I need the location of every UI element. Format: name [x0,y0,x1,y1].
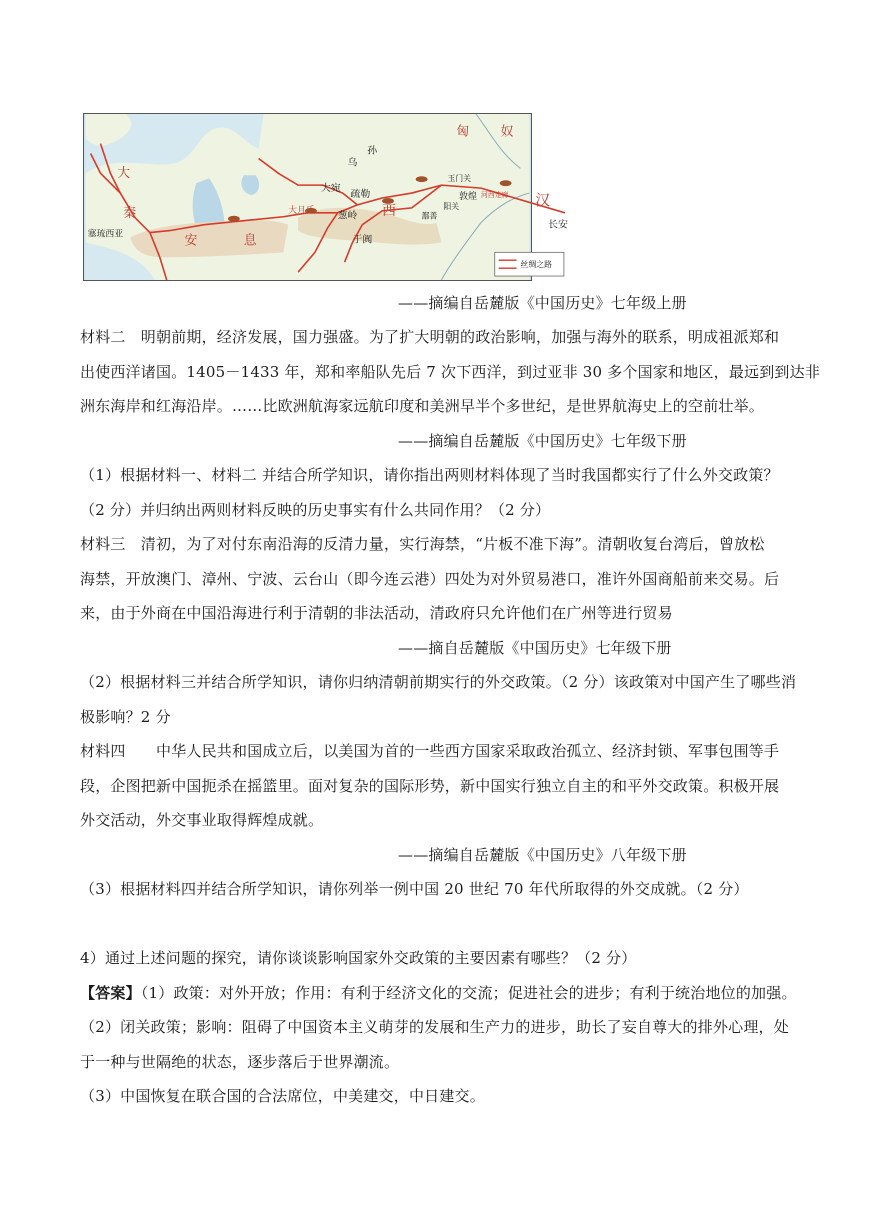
label-da: 大 [117,166,131,182]
label-wu: 乌 [347,157,358,169]
material-4-line-1: 材料四 中华人民共和国成立后，以美国为首的一些西方国家采取政治孤立、经济封锁、军事包围等手 [80,742,780,760]
label-hexi: 河西走廊 [480,191,509,199]
question-4: 4）通过上述问题的探究，请你谈谈影响国家外交政策的主要因素有哪些？（2 分） [80,949,637,967]
question-2-line-2: 极影响？2 分 [80,708,171,726]
material-4-line-3: 外交活动，外交事业取得辉煌成就。 [80,811,324,829]
legend-label: 丝绸之路 [520,260,553,270]
answer-3: （3）中国恢复在联合国的合法席位，中美建交，中日建交。 [80,1087,485,1105]
material-2-line-1: 材料二 明朝前期，经济发展，国力强盛。为了扩大明朝的政治影响，加强与海外的联系，明成祖派郑和 [80,328,780,346]
source-citation-2: ——摘编自岳麓版《中国历史》七年级下册 [398,432,687,450]
question-1-line-2: （2 分）并归纳出两则材料反映的历史事实有什么共同作用？（2 分） [80,501,551,519]
label-yumenguan: 玉门关 [447,174,472,184]
label-shanshan: 鄯善 [421,211,438,221]
label-yangguan: 阳关 [443,201,460,211]
question-2-line-1: （2）根据材料三并结合所学知识，请你归纳清朝前期实行的外交政策。（2 分）该政策对中国产生了哪些消 [80,673,797,691]
label-changan: 长安 [548,219,568,231]
material-3-line-3: 来，由于外商在中国沿海进行利于清朝的非法活动，清政府只允许他们在广州等进行贸易 [80,604,673,622]
label-dayuezhi: 大月氏 [288,205,315,216]
label-qin: 秦 [123,205,137,221]
label-dunhuang: 敦煌 [459,191,477,202]
map-legend [495,252,564,276]
material-3-line-2: 海禁，开放澳门、漳州、宁波、云台山（即今连云港）四处为对外贸易港口，准许外国商船前来交易。后 [80,570,780,588]
material-4-line-2: 段，企图把新中国扼杀在摇篮里。面对复杂的国际形势，新中国实行独立自主的和平外交政策。积极开展 [80,777,780,795]
label-seleucia: 塞琉西亚 [87,229,124,240]
label-xi: 息 [243,233,257,249]
answer-1 [80,983,797,1003]
answer-tag: 【答案】 [80,984,141,1002]
material-2-line-3: 洲东海岸和红海沿岸。……比欧洲航海家远航印度和美洲早半个多世纪，是世界航海史上的空前壮举。 [80,397,765,415]
source-citation-1: ——摘编自岳麓版《中国历史》七年级上册 [398,294,687,312]
label-an: 安 [184,233,198,249]
material-3-line-1: 材料三 清初，为了对付东南沿海的反清力量，实行海禁，“片板不准下海”。清朝收复台湾后，曾放松 [80,535,765,553]
label-congling: 葱岭 [337,210,358,222]
answer-2-line-1: （2）闭关政策；影响：阻碍了中国资本主义萌芽的发展和生产力的进步，助长了妄自尊大的排外心理，处 [80,1018,789,1036]
answer-1-text: （1）政策：对外开放；作用：有利于经济文化的交流；促进社会的进步；有利于统治地位的加强。 [140,984,797,1002]
silk-road-map [83,113,568,281]
label-dawan: 大宛 [320,183,341,195]
question-3: （3）根据材料四并结合所学知识，请你列举一例中国 20 世纪 70 年代所取得的外交成就。（2 分） [80,880,749,898]
question-1-line-1: （1）根据材料一、材料二 并结合所学知识，请你指出两则材料体现了当时我国都实行了什么外交政策？ [80,466,779,484]
label-sun: 孙 [367,145,378,157]
label-xiongnu-1: 匈 [456,124,470,140]
source-citation-4: ——摘编自岳麓版《中国历史》八年级下册 [398,846,687,864]
label-xiongnu-2: 奴 [500,124,514,140]
label-han: 汉 [535,191,551,209]
answer-2-line-2: 于一种与世隔绝的状态，逐步落后于世界潮流。 [80,1053,400,1071]
label-yutian: 于阗 [352,234,373,246]
source-citation-3: ——摘自岳麓版《中国历史》七年级下册 [398,639,672,657]
label-shule: 疏勒 [350,189,371,200]
material-2-line-2: 出使西洋诸国。1405－1433 年，郑和率船队先后 7 次下西洋，到过亚非 30 多个国家和地区，最远到到达非 [80,363,821,381]
label-xiyu: 西 [382,202,396,219]
